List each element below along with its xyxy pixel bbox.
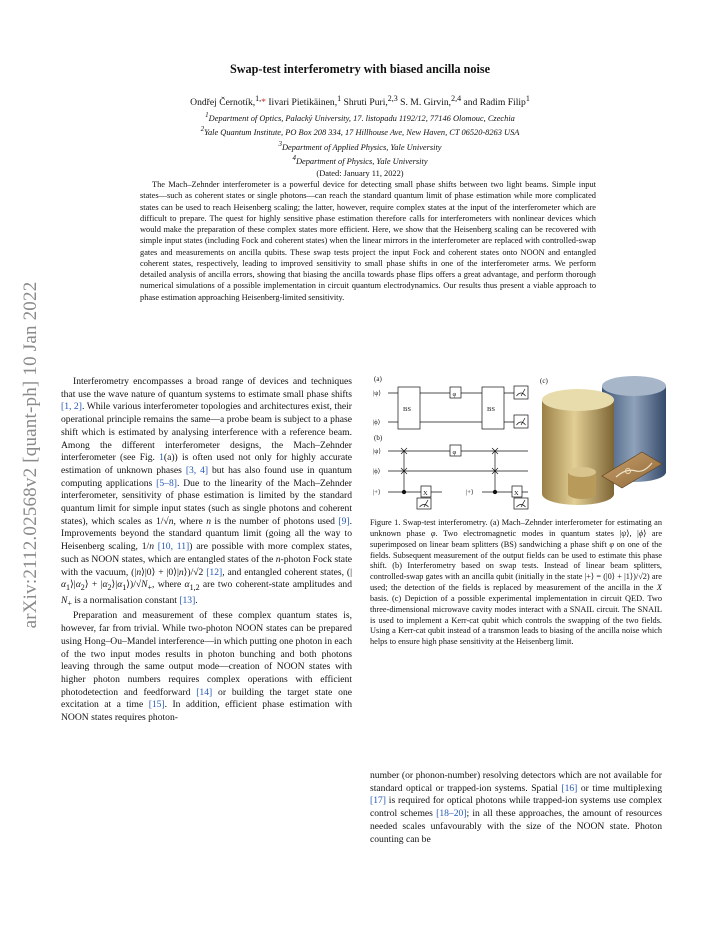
body-column-right (370, 770, 662, 846)
meter-icon (514, 415, 528, 428)
meter-icon (514, 498, 528, 509)
panel-c-label: (c) (540, 377, 548, 385)
ket-plus-b2: |+⟩ (466, 489, 474, 496)
paragraph-preparation: Preparation and measurement of these complex quantum states is, however, far from trivial. While two-photon NOON states can be prepared using Hong–Ou–Mandel interference—in which putting one photon in each of the two input modes results in photon bunching and both photons leaving through the same output mode—creation of NOON states with higher photon numbers requires complex operations with efficient photodetection and feedforward [14] or building the target state one excitation at a time [15]. In addition, efficient phase estimation with NOON states requires photon- (61, 610, 352, 724)
bs-label-1: BS (403, 406, 411, 413)
meter-icon (417, 498, 431, 509)
body-column-left (61, 376, 352, 725)
figure-1-caption: Figure 1. Swap-test interferometry. (a) Mach–Zehnder interferometer for estimating an unknown phase φ. Two electromagnetic modes in quantum states |ψ⟩, |ϕ⟩ are superimposed on linear beam splitters (BS) sandwiching a phase shift φ on one of the fields. Subsequent measurement of the output fields can be used to estimate this phase shift. (b) Interferometry based on swap tests. Instead of linear beam splitters, controlled-swap gates with an ancilla qubit (initially in the state |+⟩ = (|0⟩ + |1⟩)/√2) are used; the detection of the fields is replaced by measurement of the ancilla in the X basis. (c) Depiction of a possible experimental implementation in circuit QED. Two three-dimensional microwave cavity modes interact with a SNAIL circuit. The SNAIL is used to implement a Kerr-cat qubit which controls the swapping of the two fields. Using a Kerr-cat qubit instead of a transmon leads to biasing of the ancilla noise which helps to ensure high phase sensitivity at the Heisenberg limit. (370, 518, 663, 647)
author-list: Ondřej Černotík,$^{1,}$* Iivari Pietikäinen,$^1$ Shruti Puri,$^{2,3}$ S. M. Girvin,$^{2,4}$ and Radim Filip$^1$ (190, 94, 530, 109)
bs-label-2: BS (487, 406, 495, 413)
figure-1 (370, 372, 670, 510)
panel-a-mach-zehnder (373, 375, 528, 429)
affiliation-3: $^3$Department of Applied Physics, Yale University (278, 139, 442, 152)
ket-psi-a: |ψ⟩ (373, 390, 381, 397)
x-label-1: X (423, 490, 428, 497)
figure-1-graphic (370, 372, 670, 510)
affiliation-4: $^4$Department of Physics, Yale University (292, 154, 428, 166)
affiliation-2: $^2$Yale Quantum Institute, PO Box 208 334, 17 Hillhouse Ave, New Haven, CT 06520-8263 USA (200, 125, 520, 138)
ket-psi-b: |ψ⟩ (373, 448, 381, 455)
ket-plus-b1: |+⟩ (373, 489, 381, 496)
arxiv-identifier (14, 230, 48, 680)
abstract: The Mach–Zehnder interferometer is a powerful device for detecting small phase shifts between two light beams. Simple input states—such as coherent states or single photons—can reach the standard quantum limit of phase estimation while more complicated states can be used to reach Heisenberg scaling; the latter, however, require complex states at the input of the interferometer which are difficult to prepare. The quest for highly sensitive phase estimation therefore calls for interferometers with nonlinear devices which would make the preparation of these complex states more efficient. Here, we show that the Heisenberg scaling can be recovered with simple input states (including Fock and coherent states) when the linear mirrors in the interferometer are replaced with controlled-swap gates and measurements on ancilla qubits. These swap tests project the input Fock and coherent states onto NOON and entangled coherent states, respectively, leading to improved sensitivity to small phase shifts in one of the interferometer arms. We perform detailed analysis of ancilla errors, showing that biasing the ancilla towards phase flips offers a great advantage, and perform thorough numerical simulations of a possible implementation in circuit quantum electrodynamics. Our results thus present a viable approach to phase estimation approaching Heisenberg-limited sensitivity. (140, 180, 596, 302)
phase-label-b: φ (452, 449, 457, 456)
panel-b-label: (b) (374, 434, 383, 442)
panel-b-swap-test (373, 434, 528, 509)
phase-label-a: φ (452, 391, 457, 398)
paragraph-intro: Interferometry encompasses a broad range of devices and techniques that use the wave nature of quantum systems to estimate small phase shifts [1, 2]. While various interferometer topologies and architectures exist, their operational principle remains the same—a probe beam is subject to a phase shift which is estimated by analysing interference with a reference beam. Among the different interferometer designs, the Mach–Zehnder interferometer (see Fig. 1(a)) is often used not only for highly accurate estimation of unknown phases [3, 4] but has also found use in quantum computing applications [5–8]. Due to the linearity of the Mach–Zehnder interferometer, sensitivity of phase estimation is limited by the standard quantum limit for simple input states (such as single photons and coherent states), which scales as 1/√n, where n is the number of photons used [9]. Improvements beyond the standard quantum limit (going all the way to Heisenberg scaling, 1/n [10, 11]) are possible with more complex states, such as NOON states, which are entangled states of the n-photon Fock state with the vacuum, (|n⟩|0⟩ + |0⟩|n⟩)/√2 [12], and entangled coherent states, ($|\alpha_1⟩|\alpha_2⟩$ + $|\alpha_2⟩|\alpha_1⟩)/√N_+$, where $\alpha_{1,2}$ are two coherent-state amplitudes and $N_+$ is a normalisation constant [13]. (61, 376, 353, 608)
affiliations (0, 110, 720, 179)
panel-a-label: (a) (374, 375, 382, 383)
arxiv-identifier-text: arXiv:2112.02568v2 [quant-ph] 10 Jan 2022 (20, 281, 41, 629)
ket-phi-b: |ϕ⟩ (373, 468, 381, 475)
meter-icon (514, 386, 528, 399)
ket-phi-a: |ϕ⟩ (373, 419, 381, 426)
date-line: (Dated: January 11, 2022) (316, 168, 404, 178)
paragraph-continuation: number (or phonon-number) resolving detectors which are not available for standard optical or trapped-ion systems. Spatial [16] or time multiplexing [17] is required for optical photons while trapped-ion systems use complex control schemes [18–20]; in all these approaches, the amount of resources needed scales unfavourably with the size of the NOON state. Photon counting can be (370, 770, 662, 845)
affiliation-1: $^1$Department of Optics, Palacký University, 17. listopadu 1192/12, 77146 Olomouc, Czechia (205, 111, 515, 123)
x-label-2: X (514, 490, 519, 497)
paper-title: Swap-test interferometry with biased ancilla noise (229, 62, 491, 76)
panel-c-cavity-render (540, 376, 666, 505)
